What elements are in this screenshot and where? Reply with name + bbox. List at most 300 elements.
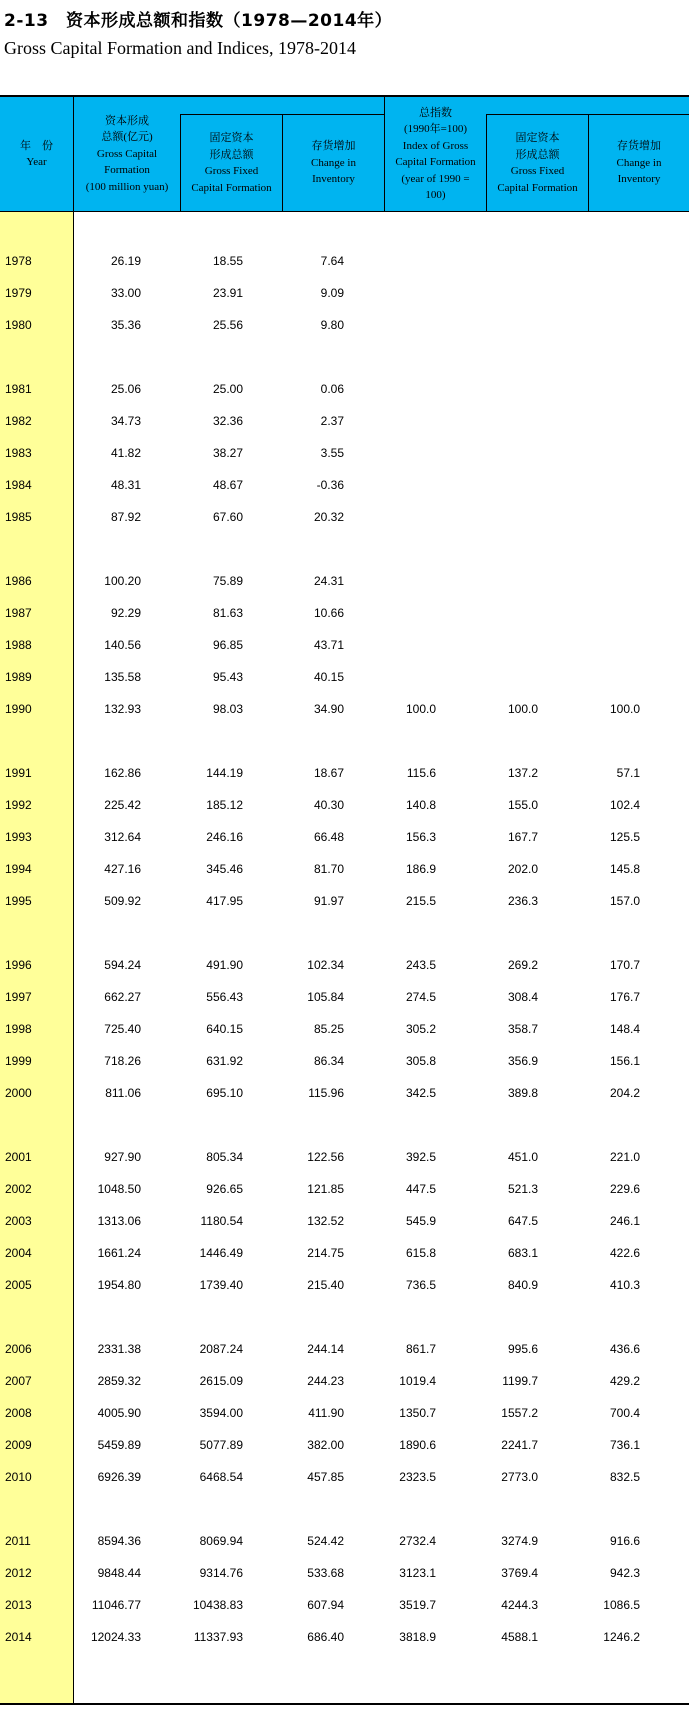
header-inv-line: Inventory	[312, 173, 355, 186]
cell-index-gross-fixed-capital-formation: 3769.4	[501, 1566, 538, 1580]
cell-index-gross-fixed-capital-formation: 308.4	[507, 990, 538, 1004]
cell-gross-capital-formation: 725.40	[104, 1022, 141, 1036]
cell-index-gross-fixed-capital-formation: 521.3	[507, 1182, 538, 1196]
cell-gross-capital-formation: 312.64	[104, 830, 141, 844]
header-gcf-line: (100 million yuan)	[85, 180, 169, 193]
cell-gross-fixed-capital-formation: 75.89	[212, 574, 243, 588]
cell-gross-capital-formation: 5459.89	[97, 1438, 141, 1452]
cell-index-gross-capital-formation: 447.5	[405, 1182, 436, 1196]
cell-change-in-inventory: 524.42	[307, 1534, 344, 1548]
header-index-gross-capital-formation	[385, 97, 486, 211]
header-idx-inv-line: 存货增加	[617, 140, 661, 153]
cell-gross-fixed-capital-formation: 926.65	[206, 1182, 243, 1196]
cell-index-gross-fixed-capital-formation: 100.0	[507, 702, 538, 716]
header-idx-gfcf-line: 固定资本	[515, 132, 560, 144]
table-row	[0, 1148, 689, 1168]
cell-gross-capital-formation: 2331.38	[97, 1342, 141, 1356]
table-row	[0, 1340, 689, 1360]
cell-index-gross-capital-formation: 2323.5	[399, 1470, 436, 1484]
header-index-line: Index of Gross	[402, 139, 469, 152]
header-subrule	[180, 114, 384, 115]
cell-gross-fixed-capital-formation: 67.60	[212, 510, 243, 524]
cell-index-change-in-inventory: 429.2	[609, 1374, 640, 1388]
header-inv-line: Change in	[311, 156, 356, 169]
cell-change-in-inventory: 115.96	[308, 1086, 344, 1100]
cell-year: 2006	[5, 1342, 32, 1356]
header-index-line: 总指数	[419, 106, 452, 119]
cell-index-change-in-inventory: 170.7	[609, 958, 640, 972]
header-divider	[486, 115, 487, 212]
cell-change-in-inventory: 85.25	[313, 1022, 344, 1036]
cell-index-gross-fixed-capital-formation: 451.0	[507, 1150, 538, 1164]
cell-year: 1996	[5, 958, 32, 972]
cell-change-in-inventory: 81.70	[313, 862, 344, 876]
cell-index-change-in-inventory: 156.1	[609, 1054, 640, 1068]
header-idx-inv-line: Change in	[616, 156, 662, 169]
header-gfcf-line: Gross Fixed	[204, 165, 259, 177]
cell-index-gross-capital-formation: 305.8	[405, 1054, 436, 1068]
cell-gross-fixed-capital-formation: 18.55	[212, 254, 243, 268]
table-row	[0, 700, 689, 720]
cell-gross-fixed-capital-formation: 9314.76	[199, 1566, 243, 1580]
cell-gross-capital-formation: 11046.77	[91, 1598, 141, 1612]
cell-index-change-in-inventory: 100.0	[609, 702, 640, 716]
cell-index-gross-capital-formation: 2732.4	[399, 1534, 436, 1548]
cell-year: 1988	[5, 638, 32, 652]
cell-year: 1985	[5, 510, 32, 524]
cell-year: 2003	[5, 1214, 32, 1228]
cell-gross-fixed-capital-formation: 5077.89	[199, 1438, 243, 1452]
cell-year: 1995	[5, 894, 32, 908]
cell-index-gross-fixed-capital-formation: 269.2	[507, 958, 538, 972]
header-year	[0, 97, 73, 211]
table-row	[0, 444, 689, 464]
cell-index-gross-fixed-capital-formation: 358.7	[507, 1022, 538, 1036]
header-bottom-rule	[0, 211, 689, 212]
cell-gross-capital-formation: 135.58	[104, 670, 141, 684]
cell-change-in-inventory: 214.75	[307, 1246, 344, 1260]
cell-index-change-in-inventory: 57.1	[616, 766, 640, 780]
cell-index-gross-capital-formation: 3519.7	[399, 1598, 436, 1612]
header-gfcf-line: 形成总额	[209, 148, 254, 161]
cell-gross-fixed-capital-formation: 6468.54	[199, 1470, 243, 1484]
cell-gross-capital-formation: 26.19	[110, 254, 141, 268]
cell-gross-fixed-capital-formation: 3594.00	[199, 1406, 243, 1420]
table-row	[0, 1020, 689, 1040]
header-year-en: Year	[26, 156, 47, 168]
cell-gross-fixed-capital-formation: 1739.40	[199, 1278, 243, 1292]
cell-year: 1984	[5, 478, 32, 492]
table-row	[0, 380, 689, 400]
cell-index-gross-fixed-capital-formation: 4244.3	[501, 1598, 538, 1612]
header-idx-inv-line: Inventory	[617, 173, 661, 186]
cell-index-change-in-inventory: 1246.2	[603, 1630, 640, 1644]
header-gcf-line: Gross Capital	[96, 147, 158, 160]
cell-gross-fixed-capital-formation: 556.43	[206, 990, 243, 1004]
cell-index-gross-capital-formation: 736.5	[405, 1278, 436, 1292]
cell-gross-capital-formation: 41.82	[110, 446, 141, 460]
table-row	[0, 860, 689, 880]
cell-index-gross-capital-formation: 1019.4	[399, 1374, 436, 1388]
cell-gross-fixed-capital-formation: 2087.24	[199, 1342, 243, 1356]
header-index-line: Capital Formation	[395, 156, 476, 168]
cell-gross-fixed-capital-formation: 23.91	[212, 286, 243, 300]
cell-year: 2013	[5, 1598, 32, 1612]
header-idx-gfcf-line: Capital Formation	[497, 181, 578, 194]
header-year-cn: 年 份	[20, 139, 53, 152]
cell-gross-capital-formation: 4005.90	[97, 1406, 141, 1420]
cell-gross-capital-formation: 25.06	[110, 382, 141, 396]
cell-index-change-in-inventory: 1086.5	[603, 1598, 640, 1612]
cell-gross-fixed-capital-formation: 48.67	[212, 478, 243, 492]
cell-change-in-inventory: 105.84	[307, 990, 344, 1004]
cell-gross-capital-formation: 132.93	[104, 702, 141, 716]
cell-change-in-inventory: 382.00	[307, 1438, 344, 1452]
cell-gross-fixed-capital-formation: 185.12	[206, 798, 243, 812]
cell-change-in-inventory: 43.71	[313, 638, 344, 652]
cell-gross-capital-formation: 140.56	[104, 638, 141, 652]
cell-gross-fixed-capital-formation: 95.43	[212, 670, 243, 684]
cell-index-change-in-inventory: 700.4	[609, 1406, 640, 1420]
cell-change-in-inventory: 40.30	[313, 798, 344, 812]
cell-change-in-inventory: 0.06	[320, 382, 344, 396]
header-divider	[588, 115, 589, 212]
cell-gross-capital-formation: 1954.80	[97, 1278, 141, 1292]
cell-year: 1986	[5, 574, 32, 588]
cell-change-in-inventory: 122.56	[307, 1150, 344, 1164]
cell-index-gross-capital-formation: 215.5	[405, 894, 436, 908]
cell-change-in-inventory: 607.94	[307, 1598, 344, 1612]
cell-index-gross-capital-formation: 3123.1	[399, 1566, 436, 1580]
table-row	[0, 956, 689, 976]
cell-change-in-inventory: 40.15	[313, 670, 344, 684]
header-index-line: 100)	[425, 189, 446, 201]
cell-index-change-in-inventory: 229.6	[609, 1182, 640, 1196]
cell-change-in-inventory: 121.85	[307, 1182, 344, 1196]
cell-year: 1990	[5, 702, 32, 716]
cell-gross-fixed-capital-formation: 81.63	[212, 606, 243, 620]
cell-gross-fixed-capital-formation: 25.56	[212, 318, 243, 332]
cell-index-change-in-inventory: 832.5	[609, 1470, 640, 1484]
cell-year: 2004	[5, 1246, 32, 1260]
cell-gross-capital-formation: 35.36	[110, 318, 141, 332]
cell-gross-fixed-capital-formation: 695.10	[206, 1086, 243, 1100]
cell-year: 2014	[5, 1630, 32, 1644]
table-row	[0, 252, 689, 272]
cell-change-in-inventory: 34.90	[313, 702, 344, 716]
cell-gross-capital-formation: 1661.24	[97, 1246, 141, 1260]
cell-year: 1994	[5, 862, 32, 876]
cell-change-in-inventory: 20.32	[313, 510, 344, 524]
cell-year: 1997	[5, 990, 32, 1004]
cell-year: 1989	[5, 670, 32, 684]
cell-index-gross-fixed-capital-formation: 3274.9	[501, 1534, 538, 1548]
cell-gross-capital-formation: 927.90	[104, 1150, 141, 1164]
cell-change-in-inventory: 9.80	[320, 318, 344, 332]
cell-gross-fixed-capital-formation: 631.92	[206, 1054, 243, 1068]
cell-gross-capital-formation: 87.92	[110, 510, 141, 524]
table-header	[0, 97, 689, 212]
cell-gross-capital-formation: 1048.50	[97, 1182, 141, 1196]
cell-index-change-in-inventory: 148.4	[609, 1022, 640, 1036]
cell-index-change-in-inventory: 145.8	[609, 862, 640, 876]
cell-change-in-inventory: 24.31	[313, 574, 344, 588]
cell-gross-capital-formation: 427.16	[104, 862, 141, 876]
cell-index-change-in-inventory: 125.5	[609, 830, 640, 844]
table-row	[0, 636, 689, 656]
cell-index-gross-capital-formation: 100.0	[405, 702, 436, 716]
cell-change-in-inventory: 10.66	[313, 606, 344, 620]
cell-index-change-in-inventory: 102.4	[609, 798, 640, 812]
table-row	[0, 604, 689, 624]
cell-change-in-inventory: -0.36	[316, 478, 344, 492]
table-row	[0, 1084, 689, 1104]
cell-gross-capital-formation: 33.00	[110, 286, 141, 300]
cell-year: 1992	[5, 798, 32, 812]
cell-index-gross-capital-formation: 861.7	[405, 1342, 436, 1356]
cell-gross-fixed-capital-formation: 25.00	[212, 382, 243, 396]
header-subrule	[486, 114, 689, 115]
header-change-in-inventory	[283, 115, 384, 211]
cell-year: 1980	[5, 318, 32, 332]
cell-gross-capital-formation: 92.29	[110, 606, 141, 620]
cell-gross-capital-formation: 1313.06	[97, 1214, 141, 1228]
cell-index-gross-capital-formation: 274.5	[405, 990, 436, 1004]
cell-gross-fixed-capital-formation: 11337.93	[193, 1630, 243, 1644]
cell-index-gross-fixed-capital-formation: 236.3	[507, 894, 538, 908]
cell-change-in-inventory: 7.64	[320, 254, 344, 268]
cell-gross-fixed-capital-formation: 1180.54	[200, 1214, 243, 1228]
cell-index-gross-capital-formation: 156.3	[405, 830, 436, 844]
cell-change-in-inventory: 244.14	[307, 1342, 344, 1356]
cell-change-in-inventory: 66.48	[313, 830, 344, 844]
cell-index-gross-capital-formation: 186.9	[405, 862, 436, 876]
table-row	[0, 796, 689, 816]
cell-gross-capital-formation: 594.24	[104, 958, 141, 972]
cell-gross-fixed-capital-formation: 491.90	[206, 958, 243, 972]
cell-year: 2001	[5, 1150, 32, 1164]
cell-index-change-in-inventory: 736.1	[609, 1438, 640, 1452]
cell-year: 1999	[5, 1054, 32, 1068]
cell-gross-fixed-capital-formation: 2615.09	[199, 1374, 243, 1388]
cell-gross-capital-formation: 662.27	[104, 990, 141, 1004]
table-row	[0, 1564, 689, 1584]
header-divider	[73, 97, 74, 212]
cell-index-change-in-inventory: 221.0	[609, 1150, 640, 1164]
cell-change-in-inventory: 244.23	[307, 1374, 344, 1388]
cell-change-in-inventory: 2.37	[320, 414, 344, 428]
cell-change-in-inventory: 86.34	[313, 1054, 344, 1068]
cell-gross-fixed-capital-formation: 8069.94	[199, 1534, 243, 1548]
cell-index-gross-capital-formation: 243.5	[405, 958, 436, 972]
cell-gross-capital-formation: 34.73	[110, 414, 141, 428]
cell-index-gross-capital-formation: 392.5	[405, 1150, 436, 1164]
cell-gross-fixed-capital-formation: 417.95	[206, 894, 243, 908]
header-idx-gfcf-line: Gross Fixed	[510, 165, 565, 177]
cell-change-in-inventory: 18.67	[313, 766, 344, 780]
cell-year: 2012	[5, 1566, 32, 1580]
table-row	[0, 1628, 689, 1648]
cell-gross-fixed-capital-formation: 10438.83	[192, 1598, 243, 1612]
cell-index-gross-fixed-capital-formation: 155.0	[507, 798, 538, 812]
table-row	[0, 508, 689, 528]
table-row	[0, 1404, 689, 1424]
cell-index-gross-fixed-capital-formation: 202.0	[507, 862, 538, 876]
cell-year: 1981	[5, 382, 32, 396]
cell-index-gross-capital-formation: 342.5	[405, 1086, 436, 1100]
cell-index-change-in-inventory: 436.6	[609, 1342, 640, 1356]
cell-index-gross-fixed-capital-formation: 356.9	[507, 1054, 538, 1068]
cell-year: 1991	[5, 766, 32, 780]
header-index-line: (year of 1990 =	[401, 172, 470, 185]
cell-gross-fixed-capital-formation: 805.34	[206, 1150, 243, 1164]
cell-change-in-inventory: 533.68	[307, 1566, 344, 1580]
header-gcf-line: 资本形成	[105, 114, 149, 127]
cell-change-in-inventory: 411.90	[308, 1406, 344, 1420]
table-title-english: Gross Capital Formation and Indices, 1978-2014	[4, 38, 356, 58]
cell-gross-capital-formation: 718.26	[104, 1054, 141, 1068]
cell-index-gross-capital-formation: 545.9	[405, 1214, 436, 1228]
cell-gross-capital-formation: 100.20	[104, 574, 141, 588]
cell-year: 2007	[5, 1374, 32, 1388]
cell-gross-fixed-capital-formation: 98.03	[212, 702, 243, 716]
cell-gross-capital-formation: 9848.44	[97, 1566, 141, 1580]
table-row	[0, 1244, 689, 1264]
cell-index-change-in-inventory: 410.3	[609, 1278, 640, 1292]
cell-gross-capital-formation: 509.92	[104, 894, 141, 908]
cell-index-gross-fixed-capital-formation: 1199.7	[502, 1374, 538, 1388]
cell-year: 1993	[5, 830, 32, 844]
cell-change-in-inventory: 91.97	[313, 894, 344, 908]
table-title-chinese: 2-13 资本形成总额和指数（1978—2014年）	[4, 11, 393, 31]
cell-change-in-inventory: 457.85	[307, 1470, 344, 1484]
table-row	[0, 1596, 689, 1616]
cell-gross-fixed-capital-formation: 96.85	[212, 638, 243, 652]
table-row	[0, 1052, 689, 1072]
cell-index-change-in-inventory: 246.1	[609, 1214, 640, 1228]
table-row	[0, 764, 689, 784]
cell-gross-fixed-capital-formation: 345.46	[206, 862, 243, 876]
cell-year: 1983	[5, 446, 32, 460]
cell-year: 2009	[5, 1438, 32, 1452]
header-gross-fixed-capital-formation	[181, 115, 282, 211]
cell-change-in-inventory: 215.40	[307, 1278, 344, 1292]
cell-change-in-inventory: 102.34	[307, 958, 344, 972]
cell-gross-capital-formation: 2859.32	[97, 1374, 141, 1388]
cell-change-in-inventory: 9.09	[320, 286, 344, 300]
header-index-line: (1990年=100)	[403, 123, 468, 135]
cell-change-in-inventory: 686.40	[307, 1630, 344, 1644]
cell-gross-capital-formation: 12024.33	[90, 1630, 141, 1644]
table-bottom-rule	[0, 1703, 689, 1705]
cell-gross-capital-formation: 8594.36	[97, 1534, 141, 1548]
header-gcf-line: Formation	[104, 164, 150, 177]
header-gfcf-line: 固定资本	[209, 132, 254, 144]
table-row	[0, 1276, 689, 1296]
cell-year: 2002	[5, 1182, 32, 1196]
cell-index-gross-fixed-capital-formation: 995.6	[507, 1342, 538, 1356]
cell-index-gross-fixed-capital-formation: 2241.7	[501, 1438, 538, 1452]
header-gross-capital-formation	[74, 97, 180, 211]
table-row	[0, 1372, 689, 1392]
header-divider	[384, 97, 385, 212]
table-row	[0, 284, 689, 304]
cell-year: 1987	[5, 606, 32, 620]
table-row	[0, 412, 689, 432]
table-row	[0, 828, 689, 848]
table-row	[0, 316, 689, 336]
cell-index-gross-capital-formation: 1350.7	[399, 1406, 436, 1420]
cell-index-gross-capital-formation: 3818.9	[399, 1630, 436, 1644]
cell-gross-capital-formation: 48.31	[110, 478, 141, 492]
cell-index-gross-capital-formation: 305.2	[405, 1022, 436, 1036]
header-inv-line: 存货增加	[311, 140, 356, 153]
cell-gross-fixed-capital-formation: 640.15	[206, 1022, 243, 1036]
table-row	[0, 476, 689, 496]
cell-index-gross-capital-formation: 1890.6	[399, 1438, 436, 1452]
cell-index-gross-fixed-capital-formation: 683.1	[507, 1246, 538, 1260]
cell-index-change-in-inventory: 942.3	[609, 1566, 640, 1580]
cell-gross-fixed-capital-formation: 38.27	[212, 446, 243, 460]
cell-gross-capital-formation: 225.42	[104, 798, 141, 812]
cell-index-gross-fixed-capital-formation: 1557.2	[501, 1406, 538, 1420]
cell-change-in-inventory: 132.52	[307, 1214, 344, 1228]
cell-index-change-in-inventory: 916.6	[609, 1534, 640, 1548]
cell-year: 2010	[5, 1470, 32, 1484]
cell-year: 1982	[5, 414, 32, 428]
cell-gross-fixed-capital-formation: 1446.49	[199, 1246, 243, 1260]
cell-year: 2011	[5, 1534, 31, 1548]
cell-gross-fixed-capital-formation: 32.36	[212, 414, 243, 428]
header-divider	[180, 115, 181, 212]
table-row	[0, 1532, 689, 1552]
table-row	[0, 892, 689, 912]
cell-index-gross-capital-formation: 615.8	[405, 1246, 436, 1260]
cell-index-gross-fixed-capital-formation: 2773.0	[501, 1470, 538, 1484]
cell-gross-capital-formation: 162.86	[104, 766, 141, 780]
cell-year: 2005	[5, 1278, 32, 1292]
cell-change-in-inventory: 3.55	[320, 446, 344, 460]
cell-index-gross-fixed-capital-formation: 389.8	[507, 1086, 538, 1100]
cell-gross-fixed-capital-formation: 144.19	[206, 766, 243, 780]
header-index-change-in-inventory	[589, 115, 689, 211]
cell-year: 1998	[5, 1022, 32, 1036]
cell-year: 1978	[5, 254, 32, 268]
cell-index-gross-fixed-capital-formation: 167.7	[507, 830, 538, 844]
cell-gross-capital-formation: 811.06	[105, 1086, 141, 1100]
cell-index-change-in-inventory: 422.6	[609, 1246, 640, 1260]
table-row	[0, 1468, 689, 1488]
cell-index-gross-fixed-capital-formation: 840.9	[507, 1278, 538, 1292]
table-row	[0, 572, 689, 592]
cell-index-change-in-inventory: 204.2	[609, 1086, 640, 1100]
cell-index-gross-fixed-capital-formation: 647.5	[507, 1214, 538, 1228]
cell-year: 2000	[5, 1086, 32, 1100]
table-row	[0, 1180, 689, 1200]
header-gcf-line: 总额(亿元)	[101, 131, 153, 144]
cell-index-change-in-inventory: 176.7	[609, 990, 640, 1004]
cell-index-gross-fixed-capital-formation: 4588.1	[501, 1630, 538, 1644]
table-row	[0, 988, 689, 1008]
cell-index-gross-capital-formation: 115.6	[406, 766, 436, 780]
cell-gross-fixed-capital-formation: 246.16	[206, 830, 243, 844]
header-divider	[282, 115, 283, 212]
cell-index-change-in-inventory: 157.0	[609, 894, 640, 908]
cell-year: 1979	[5, 286, 32, 300]
cell-gross-capital-formation: 6926.39	[97, 1470, 141, 1484]
table-row	[0, 668, 689, 688]
header-idx-gfcf-line: 形成总额	[515, 148, 560, 161]
